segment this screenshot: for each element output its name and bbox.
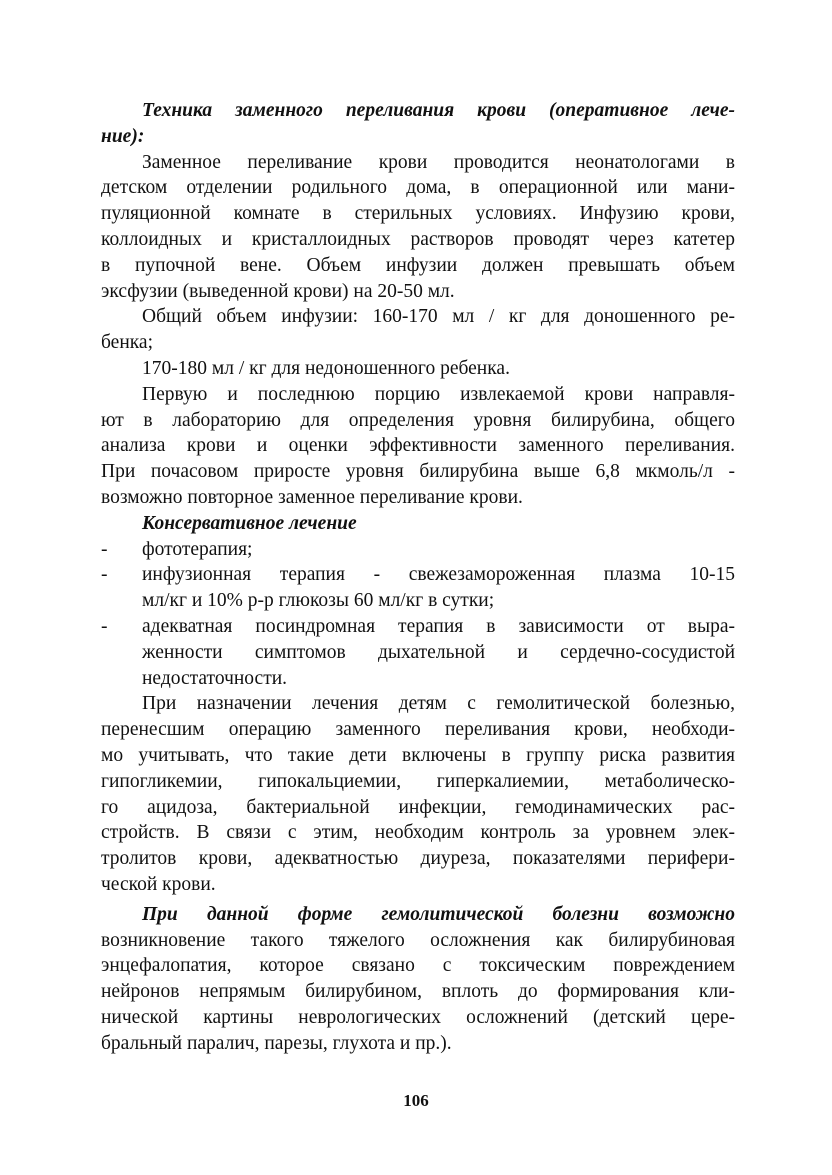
text-line: в пупочной вене. Объем инфузии должен превышать объем: [101, 254, 735, 276]
paragraph-infusion-volume: [101, 304, 735, 356]
text-line: гипогликемии, гипокальциемии, гиперкалиемии, метаболическо-: [101, 770, 735, 792]
list-item-text: мл/кг и 10% р-р глюкозы 60 мл/кг в сутки;: [142, 590, 495, 612]
text-line: эксфузии (выведенной крови) на 20-50 мл.: [101, 280, 455, 302]
list-item: [101, 537, 735, 563]
list-dash: -: [101, 564, 108, 586]
list-item-continuation: [101, 666, 735, 692]
text-line: перенесшим операцию заменного переливания крови, необходи-: [101, 719, 735, 741]
list-item: [101, 562, 735, 588]
list-item-text: женности симптомов дыхательной и сердечно-сосудистой: [142, 641, 735, 663]
list-item-continuation: [101, 588, 735, 614]
bold-lead-in: При данной форме гемолитической болезни возможно: [142, 903, 735, 925]
list-item-text: фототерапия;: [142, 538, 253, 560]
text-line: мо учитывать, что такие дети включены в группу риска развития: [101, 744, 735, 766]
paragraph-risk-group: [101, 691, 735, 897]
text-line: коллоидных и кристаллоидных растворов проводят через катетер: [101, 228, 735, 250]
treatment-list: [101, 537, 735, 692]
text-line: При назначении лечения детям с гемолитической болезнью,: [142, 693, 735, 715]
text-line: возможно повторное заменное переливание крови.: [101, 486, 523, 508]
paragraph-exchange-transfusion: [101, 150, 735, 305]
text-line: тролитов крови, адекватностью диуреза, показателями перифери-: [101, 848, 735, 870]
list-item: [101, 614, 735, 640]
paragraph-laboratory: [101, 382, 735, 511]
text-line: ют в лабораторию для определения уровня билирубина, общего: [101, 409, 735, 431]
page-body: [101, 98, 735, 1056]
list-item-continuation: [101, 640, 735, 666]
paragraph-complications: [101, 902, 735, 1057]
text-line: го ацидоза, бактериальной инфекции, гемодинамических рас-: [101, 796, 735, 818]
text-line: Общий объем инфузии: 160-170 мл / кг для доношенного ре-: [142, 306, 735, 328]
text-line: нейронов непрямым билирубином, вплоть до формирования кли-: [101, 981, 735, 1003]
text-line: стройств. В связи с этим, необходим контроль за уровнем элек-: [101, 822, 735, 844]
list-item-text: инфузионная терапия - свежезамороженная плазма 10-15: [142, 564, 735, 586]
section-heading: Техника заменного переливания крови (оперативное лече-: [142, 100, 735, 121]
list-dash: -: [101, 615, 108, 637]
text-line: возникновение такого тяжелого осложнения как билирубиновая: [101, 929, 735, 951]
text-line: пуляционной комнате в стерильных условиях. Инфузию крови,: [101, 203, 735, 225]
paragraph-preterm-volume: 170-180 мл / кг для недоношенного ребенка.: [142, 357, 510, 379]
text-line: При почасовом приросте уровня билирубина выше 6,8 мкмоль/л -: [101, 461, 735, 483]
text-line: бральный паралич, парезы, глухота и пр.).: [101, 1032, 452, 1054]
text-line: Заменное переливание крови проводится неонатологами в: [142, 151, 735, 173]
text-line: детском отделении родильного дома, в операционной или мани-: [101, 177, 735, 199]
conservative-treatment-heading: Консервативное лечение: [142, 512, 357, 534]
text-line: Первую и последнюю порцию извлекаемой крови направля-: [142, 383, 735, 405]
text-line: энцефалопатия, которое связано с токсическим повреждением: [101, 955, 735, 977]
section-heading-end: ние):: [101, 125, 145, 147]
text-line: нической картины неврологических осложнений (детский цере-: [101, 1006, 735, 1028]
text-line: ческой крови.: [101, 873, 216, 895]
list-item-text: недостаточности.: [142, 667, 288, 689]
text-line: бенка;: [101, 332, 154, 354]
list-item-text: адекватная посиндромная терапия в зависимости от выра-: [142, 615, 735, 637]
page-number: 106: [403, 1091, 429, 1110]
list-dash: -: [101, 538, 108, 560]
text-line: анализа крови и оценки эффективности заменного переливания.: [101, 435, 735, 457]
